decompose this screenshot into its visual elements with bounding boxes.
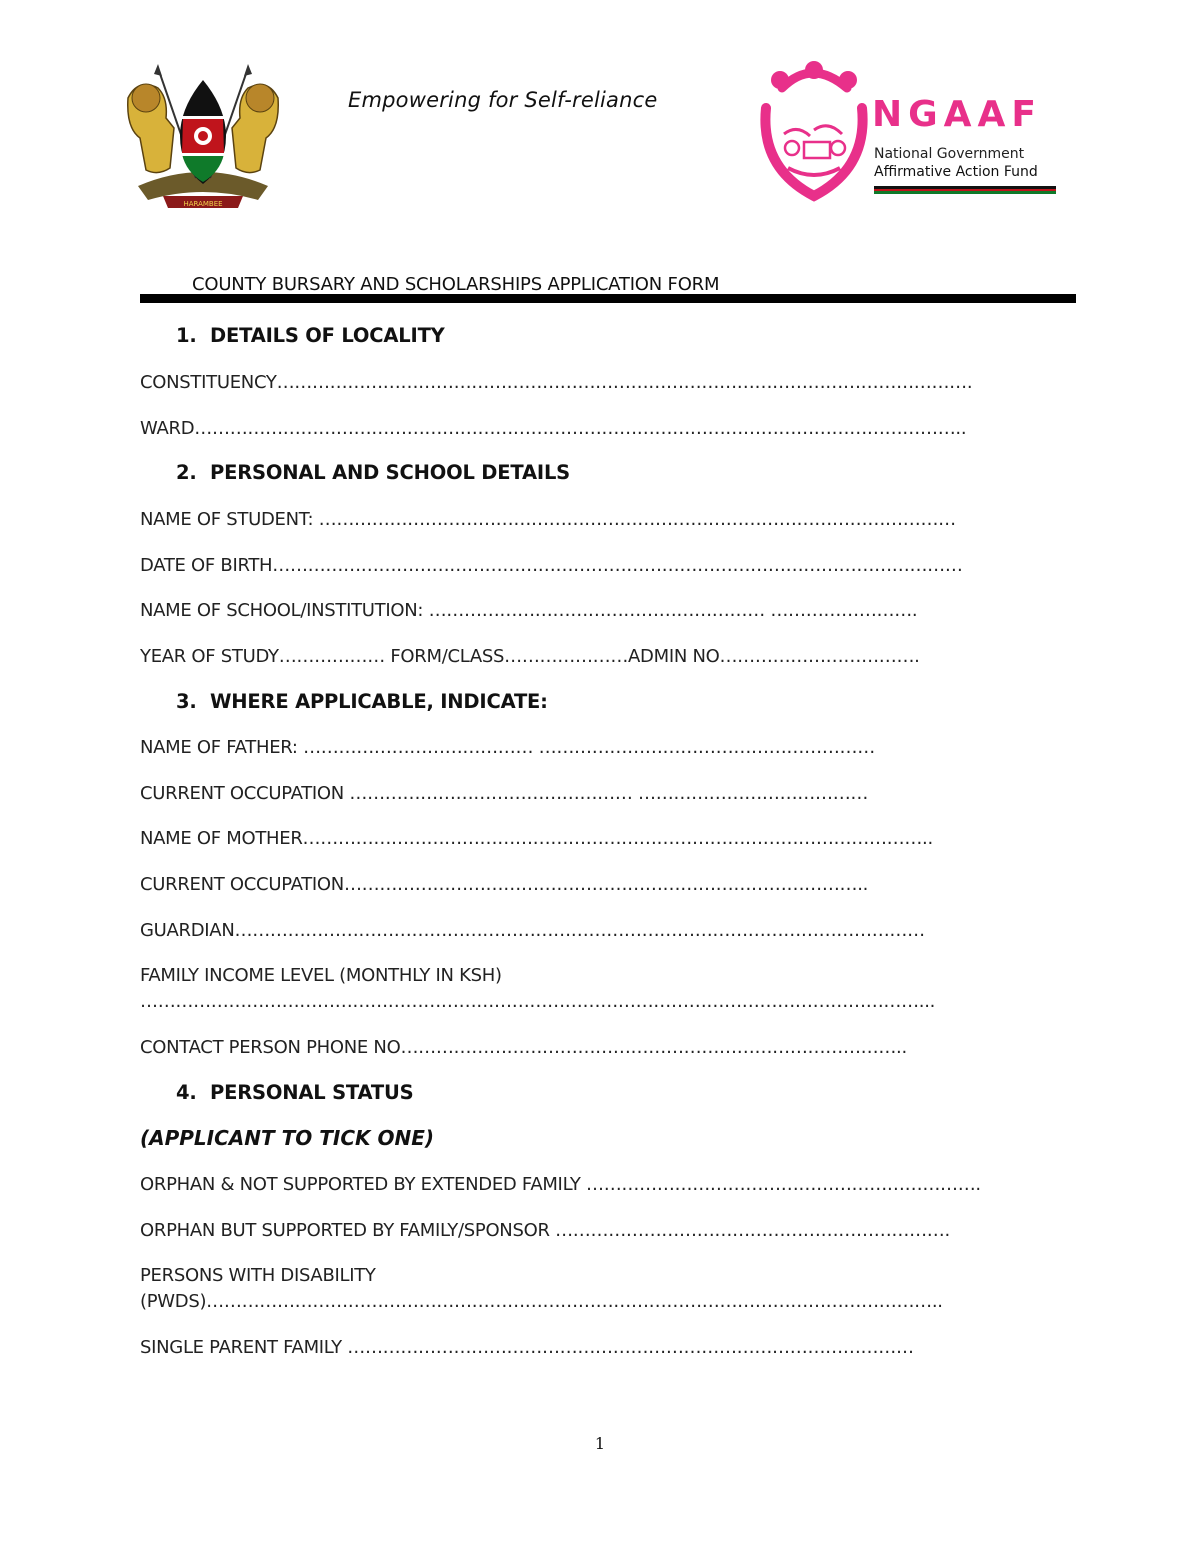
svg-text:HARAMBEE: HARAMBEE <box>183 200 223 208</box>
ward-field[interactable]: WARD………………………………………………………………………………………………………………….. <box>140 418 967 439</box>
kenya-coat-of-arms-icon <box>118 58 288 214</box>
form-title: COUNTY BURSARY AND SCHOLARSHIPS APPLICATION FORM <box>192 274 720 295</box>
guardian-field[interactable]: GUARDIAN……………………………………………………………………………………………………… <box>140 920 925 941</box>
family-income-label: FAMILY INCOME LEVEL (MONTHLY IN KSH) <box>140 965 502 986</box>
constituency-field[interactable]: CONSTITUENCY………………………………………………………………………………………………………. <box>140 372 973 393</box>
student-name-field[interactable]: NAME OF STUDENT: ……………………………………………………………………………………………… <box>140 509 956 530</box>
page-number: 1 <box>594 1434 606 1453</box>
tagline: Empowering for Self-reliance <box>348 88 658 112</box>
section-2-title: PERSONAL AND SCHOOL DETAILS <box>210 461 571 484</box>
contact-phone-field[interactable]: CONTACT PERSON PHONE NO………………………………………………………………………….. <box>140 1037 907 1058</box>
ngaaf-logo-line2: Affirmative Action Fund <box>874 164 1038 180</box>
title-underline <box>140 294 1076 303</box>
pwd-option[interactable]: (PWDS)…………………………………………………………………………………………………………….. <box>140 1291 943 1312</box>
date-of-birth-field[interactable]: DATE OF BIRTH……………………………………………………………………………………………………… <box>140 555 963 576</box>
mother-name-field[interactable]: NAME OF MOTHER…………………………………………………………………………………………….. <box>140 828 933 849</box>
section-4-title: PERSONAL STATUS <box>210 1081 414 1104</box>
section-2-heading <box>176 461 570 484</box>
section-3-title: WHERE APPLICABLE, INDICATE: <box>210 690 548 713</box>
section-1-heading <box>176 324 445 347</box>
section-4-instruction: (APPLICANT TO TICK ONE) <box>140 1126 434 1150</box>
section-4-number: 4. <box>176 1081 197 1104</box>
section-3-number: 3. <box>176 690 197 713</box>
section-2-number: 2. <box>176 461 197 484</box>
pwd-label: PERSONS WITH DISABILITY <box>140 1265 376 1286</box>
family-income-field[interactable]: ……………………………………………………………………………………………………………………... <box>140 991 936 1012</box>
father-name-field[interactable]: NAME OF FATHER: ………………………………… ………………………………………………… <box>140 737 875 758</box>
school-name-field[interactable]: NAME OF SCHOOL/INSTITUTION: ………………………………………………… ……………………. <box>140 600 918 621</box>
section-1-number: 1. <box>176 324 197 347</box>
section-4-heading <box>176 1081 413 1104</box>
ngaaf-logo-line1: National Government <box>874 146 1025 162</box>
orphan-supported-option[interactable]: ORPHAN BUT SUPPORTED BY FAMILY/SPONSOR …………………………………………………………. <box>140 1220 950 1241</box>
ngaaf-logo <box>752 58 1062 203</box>
mother-occupation-field[interactable]: CURRENT OCCUPATION…………………………………………………………………………….. <box>140 874 869 895</box>
father-occupation-field[interactable]: CURRENT OCCUPATION ………………………………………… ………………………………… <box>140 783 869 804</box>
single-parent-option[interactable]: SINGLE PARENT FAMILY …………………………………………………………………………………… <box>140 1337 914 1358</box>
orphan-not-supported-option[interactable]: ORPHAN & NOT SUPPORTED BY EXTENDED FAMILY …………………………………………………………. <box>140 1174 981 1195</box>
section-3-heading <box>176 690 548 713</box>
section-1-title: DETAILS OF LOCALITY <box>210 324 445 347</box>
year-form-admin-field[interactable]: YEAR OF STUDY……………… FORM/CLASS…………………ADMIN NO……………………………. <box>140 646 920 667</box>
ngaaf-logo-name: NGAAF <box>872 94 1042 135</box>
form-title-block <box>140 272 1076 306</box>
